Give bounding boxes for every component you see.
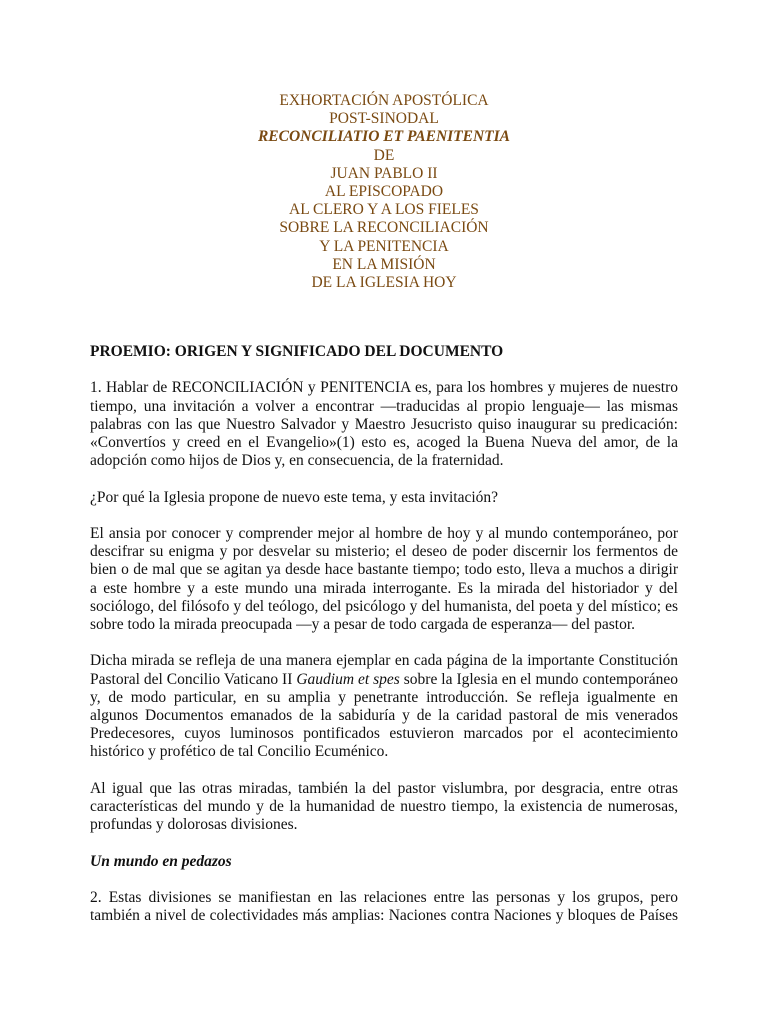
title-line: POST-SINODAL	[329, 110, 439, 128]
paragraph-6: 2. Estas divisiones se manifiestan en las relaciones entre las personas y los grupos, pero también a nivel de colectividades más amplias: Naciones contra Naciones y bloques de Países	[90, 888, 678, 925]
paragraph-4-text: Dicha mirada se refleja de una manera ejemplar en cada página de la importante Constitución Pastoral del Concilio Vaticano II	[90, 652, 678, 688]
title-line: JUAN PABLO II	[330, 164, 438, 182]
title-line: AL CLERO Y A LOS FIELES	[289, 201, 479, 219]
title-line: EXHORTACIÓN APOSTÓLICA	[279, 92, 489, 109]
subheading: Un mundo en pedazos	[90, 852, 232, 870]
paragraph-4	[90, 652, 678, 761]
title-line: EN LA MISIÓN	[332, 255, 436, 273]
paragraph-5: Al igual que las otras miradas, también la del pastor vislumbra, por desgracia, entre otras características del mundo y de la humanidad de nuestro tiempo, la existencia de numerosas, profundas y dolorosas divisiones.	[90, 779, 678, 834]
paragraph-1: 1. Hablar de RECONCILIACIÓN y PENITENCIA es, para los hombres y mujeres de nuestro tiempo, una invitación a volver a encontrar —traducidas al propio lenguaje— las mismas palabras con las que Nuestro Salvador y Maestro Jesucristo quiso inaugurar su predicación: «Convertíos y creed en el Evangelio»(1) esto es, acoged la Buena Nueva del amor, de la adopción como hijos de Dios y, en consecuencia, de la fraternidad.	[90, 379, 678, 470]
gaudium-et-spes-title: Gaudium et spes	[296, 670, 400, 688]
document-body	[90, 343, 678, 944]
paragraph-4-text: sobre la Iglesia en el mundo contemporáneo y, de modo particular, en su amplia y penetrante introducción. Se refleja igualmente en algunos Documentos emanados de la sabiduría y de la caridad pastoral de mis venerados Predecesores, cuyos luminosos pontificados estuvieron marcados por el acontecimiento histórico y profético de tal Concilio Ecuménico.	[90, 670, 678, 761]
title-line: AL EPISCOPADO	[324, 183, 444, 201]
title-line: Y LA PENITENCIA	[319, 237, 449, 255]
section-heading: PROEMIO: ORIGEN Y SIGNIFICADO DEL DOCUMENTO	[90, 343, 504, 360]
title-line-latin: RECONCILIATIO ET PAENITENTIA	[257, 128, 511, 146]
title-line: DE LA IGLESIA HOY	[311, 274, 457, 292]
title-line: DE	[373, 146, 395, 164]
title-line: SOBRE LA RECONCILIACIÓN	[279, 219, 489, 237]
document-title	[0, 92, 768, 292]
paragraph-2: ¿Por qué la Iglesia propone de nuevo este tema, y esta invitación?	[90, 488, 499, 506]
paragraph-3: El ansia por conocer y comprender mejor al hombre de hoy y al mundo contemporáneo, por descifrar su enigma y por desvelar su misterio; el deseo de poder discernir los fermentos de bien o de mal que se agitan ya desde hace bastante tiempo; todo esto, lleva a muchos a dirigir a este hombre y a este mundo una mirada interrogante. Es la mirada del historiador y del sociólogo, del filósofo y del teólogo, del psicólogo y del humanista, del poeta y del místico; es sobre todo la mirada preocupada —y a pesar de todo cargada de esperanza— del pastor.	[90, 524, 678, 633]
